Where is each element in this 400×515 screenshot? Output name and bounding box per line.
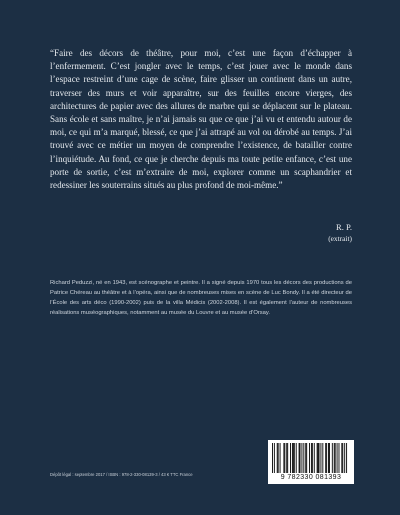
- quote-signature-block: [328, 222, 352, 244]
- author-biography: Richard Peduzzi, né en 1943, est scénographe et peintre. Il a signé depuis 1970 tous les décors des productions de Patrice Chéreau au théâtre et à l’opéra, ainsi que de nombreuses mises en scène de Luc Bondy. Il a été directeur de l’École des arts déco (1990-2002) puis de la villa Médicis (2002-2008). Il est également l’auteur de nombreuses réalisations muséographiques, notamment au musée du Louvre et au musée d’Orsay.: [50, 280, 352, 317]
- isbn-barcode: [268, 440, 354, 484]
- legal-deposit-line: Dépôt légal : septembre 2017 / ISBN : 978-2-330-08139-3 / 43 € TTC France: [50, 472, 193, 477]
- quote-signature: R. P.: [335, 222, 352, 232]
- extract-label: (extrait): [328, 234, 352, 243]
- isbn-barcode-digits: 9 782330 081393: [268, 473, 354, 482]
- barcode-bars: [268, 440, 354, 474]
- back-cover-quote: “Faire des décors de théâtre, pour moi, c’est une façon d’échapper à l’enfermement. C’est jongler avec le temps, c’est jouer avec le monde dans l’espace restreint d’une cage de scène, faire glisser un continent dans un autre, traverser des murs et voir apparaître, sur des feuilles encore vierges, des architectures de papier avec des allures de marbre qui se déplacent sur le plateau. Sans école et sans maître, je n’ai jamais su que ce que j’ai vu et entendu autour de moi, ce qui m’a marqué, blessé, ce que j’ai attrapé au vol ou dérobé au temps. J’ai trouvé avec ce métier un moyen de comprendre l’existence, de batailler contre l’inquiétude. Au fond, ce que je cherche depuis ma toute petite enfance, c’est une porte de sortie, c’est m’extraire de moi, explorer comme un scaphandrier et redessiner les souterrains situés au plus profond de moi-même.”: [50, 48, 352, 191]
